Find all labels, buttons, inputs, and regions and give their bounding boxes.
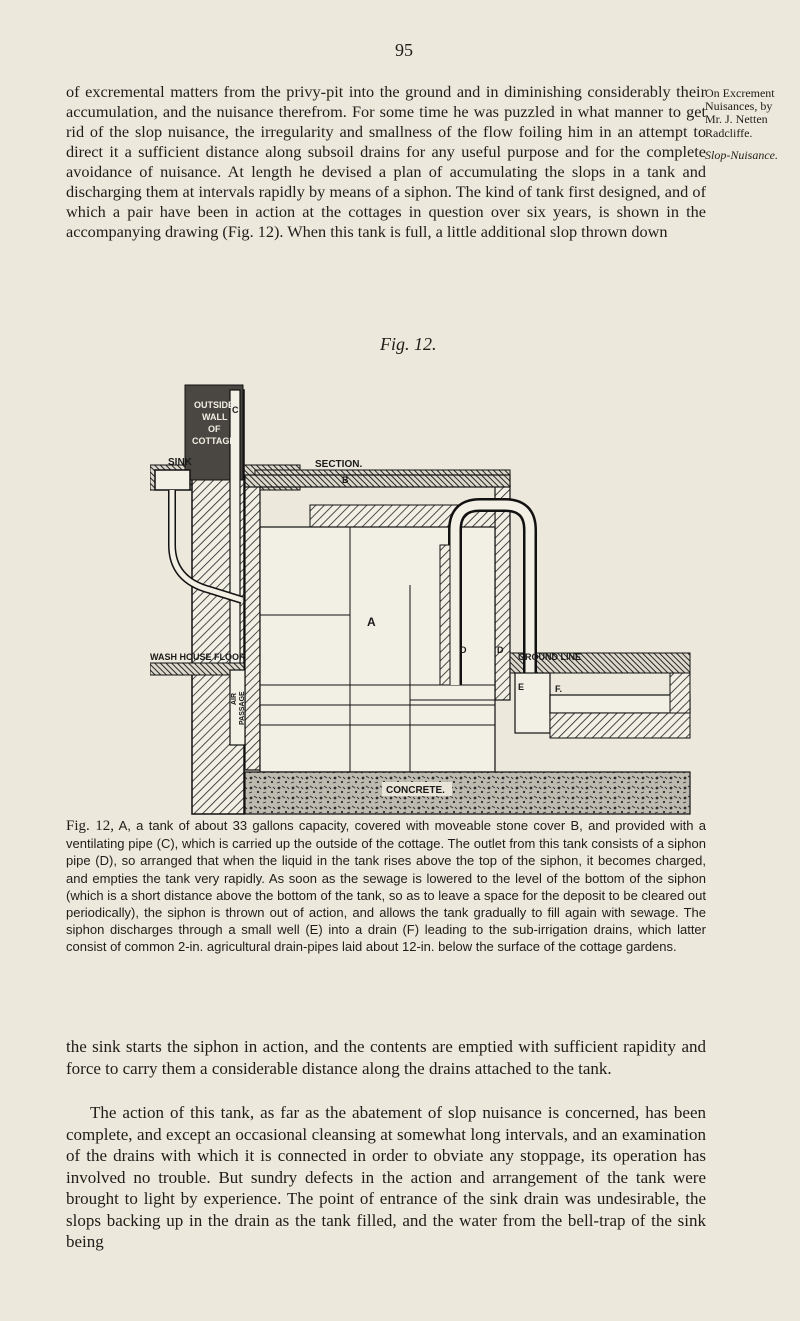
margin-note-4: Radcliffe. [705, 126, 753, 140]
label-outside-wall-4: COTTAGE [192, 436, 236, 446]
label-concrete: CONCRETE. [386, 785, 445, 796]
label-f: F. [555, 684, 563, 694]
label-air-passage-1: AIR [231, 692, 238, 705]
label-outside-wall-2: WALL [202, 412, 228, 422]
label-e: E [518, 682, 525, 692]
caption-figure-ref: Fig. 12, [66, 818, 114, 834]
margin-note-2: Nuisances, by [705, 99, 773, 113]
label-ground-line: GROUND LINE [518, 652, 581, 662]
tank-wall-right [495, 485, 510, 700]
label-section: SECTION. [315, 459, 363, 470]
margin-note-1: On Excrement [705, 86, 775, 100]
label-wash-house-floor: WASH HOUSE FLOOR [150, 652, 246, 662]
paragraph-2: the sink starts the siphon in action, and the contents are emptied with sufficient rapidity and force to carry them a considerable distance along the drains attached to the tank. [66, 1037, 706, 1078]
label-c: C [232, 405, 239, 415]
sink-basin [155, 470, 190, 490]
label-d-2: D [497, 645, 504, 655]
paragraph-3: The action of this tank, as far as the abatement of slop nuisance is concerned, has been complete, and except an occasional cleansing at somewhat long intervals, and an examination of the drains with which it is connected in order to obviate any stoppage, its operation has involved no trouble. But sundry defects in the action and arrangement of the tank were brought to light by experience. The point of entrance of the sink drain was undesirable, the slops backing up in the drain as the tank filled, and the water from the bell-trap of the sink being [66, 1103, 706, 1251]
page-number: 95 [395, 40, 413, 60]
label-d-1: D [460, 645, 467, 655]
figure-12 [150, 365, 740, 815]
margin-note-3: Mr. J. Netten [705, 112, 768, 126]
vent-pipe-c [230, 390, 240, 670]
label-b: B [342, 475, 349, 485]
paragraph-1: of excremental matters from the privy-pit into the ground and in diminishing considerably their accumulation, and the nuisance therefrom. For some time he was puzzled in what manner to get rid of the slop nuisance, the irregularity and smallness of the flow foiling him in an attempt to direct it a sufficient distance along subsoil drains for any useful purpose and for the complete avoidance of nuisance. At length he devised a plan of accumulating the slops in a tank and discharging them at intervals rapidly by means of a siphon. The kind of tank first designed, and of which a pair have been in action at the cottages in question over six years, is shown in the accompanying drawing (Fig. 12). When this tank is full, a little additional slop thrown down [66, 82, 706, 241]
figure-caption [66, 817, 706, 956]
label-sink: SINK [168, 457, 192, 468]
caption-text: A, a tank of about 33 gallons capacity, covered with moveable stone cover B, and provided with a ventilating pipe (C), which is carried up the outside of the cottage. The outlet from this tank consists of a siphon pipe (D), so arranged that when the liquid in the tank rises above the top of the siphon, it becomes charged, and empties the tank very rapidly. As soon as the sewage is lowered to the level of the bottom of the siphon (which is a short distance above the bottom of the tank, so as to leave a space for the deposit to be cleared out periodically), the siphon is thrown out of action, and allows the tank gradually to fill again with sewage. The siphon discharges through a small well (E) into a drain (F) leading to the sub-irrigation drains, which latter consist of common 2-in. agricultural drain-pipes laid about 12-in. below the surface of the cottage gardens. [66, 818, 706, 955]
label-air-passage-2: PASSAGE [239, 691, 246, 725]
stone-cover-b [245, 475, 510, 487]
label-a: A [367, 615, 376, 629]
concrete-base [245, 772, 690, 814]
figure-title: Fig. 12. [380, 334, 437, 354]
label-outside-wall-3: OF [208, 424, 221, 434]
tank-wall-left [245, 485, 260, 770]
label-outside-wall-1: OUTSIDE [194, 400, 235, 410]
margin-note-italic: Slop-Nuisance. [705, 148, 778, 162]
drain-f [550, 695, 690, 713]
